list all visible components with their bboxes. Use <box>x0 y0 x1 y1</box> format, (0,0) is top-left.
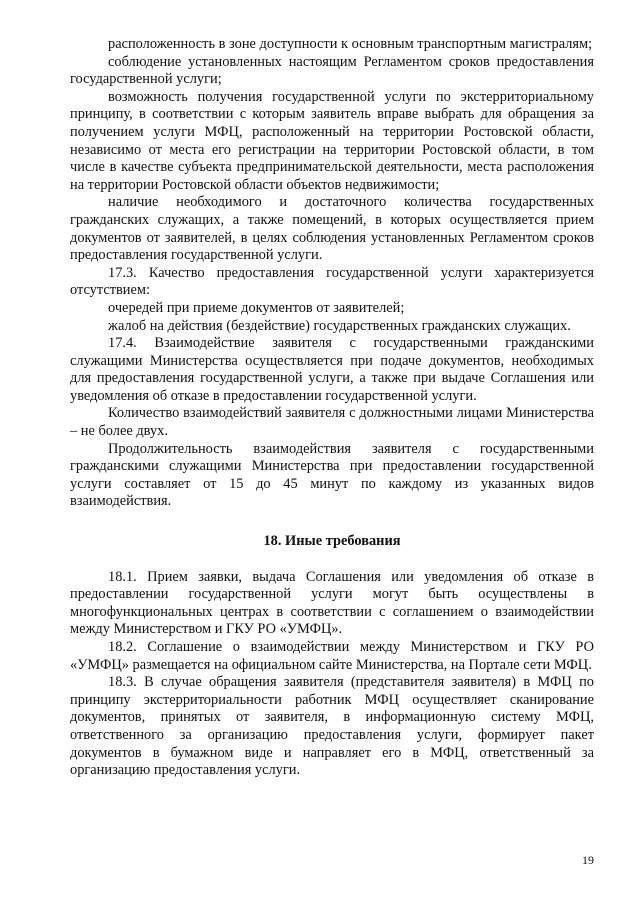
document-page <box>70 36 594 780</box>
page-number: 19 <box>582 853 594 867</box>
paragraph-staff: наличие необходимого и достаточного количества государственных гражданских служащих, а также помещений, в которых осуществляется прием документов от заявителей, в целях соблюдения установленных Регламентом сроков предоставления государственной услуги. <box>70 194 594 264</box>
paragraph-queues: очередей при приеме документов от заявителей; <box>108 299 405 316</box>
paragraph-17-4: 17.4. Взаимодействие заявителя с государственными гражданскими служащими Министерства осуществляется при подаче документов, необходимых для предоставления государственной услуги, а также при выдаче Соглашения или уведомления об отказе в предоставлении государственной услуги. <box>70 335 594 404</box>
paragraph-deadlines: соблюдение установленных настоящим Регламентом сроков предоставления государственной услуги; <box>70 53 594 88</box>
paragraph-accessibility: расположенность в зоне доступности к основным транспортным магистралям; <box>108 36 593 52</box>
paragraph-18-1: 18.1. Прием заявки, выдача Соглашения или уведомления об отказе в предоставлении государственной услуги могут быть осуществлены в многофункциональных центрах в соответствии с соглашением о взаимодействии между Министерством и ГКУ РО «УМФЦ». <box>70 568 594 638</box>
paragraph-interaction-count: Количество взаимодействий заявителя с должностными лицами Министерства – не более двух. <box>70 405 594 440</box>
paragraph-extraterritorial: возможность получения государственной услуги по экстерриториальному принципу, в соответствии с которым заявитель вправе выбрать для обращения за получением услуги МФЦ, расположенный на территории Ростовской области, независимо от места его регистрации на территории Ростовской области, в том числе в качестве субъекта предпринимательской деятельности, места расположения на территории Ростовской области объектов недвижимости; <box>70 88 594 193</box>
paragraph-18-3: 18.3. В случае обращения заявителя (представителя заявителя) в МФЦ по принципу экстерриториальности работник МФЦ осуществляет сканирование документов, принятых от заявителя, в информационную систему МФЦ, ответственного за организацию предоставления услуги, формирует пакет документов в бумажном виде и направляет его в МФЦ, ответственный за организацию предоставления услуги. <box>70 674 594 779</box>
section-heading: 18. Иные требования <box>263 533 401 550</box>
paragraph-interaction-duration: Продолжительность взаимодействия заявителя с государственными гражданскими служащими Министерства при предоставлении государственной услуги составляет от 15 до 45 минут по каждому из указанных видов взаимодействия. <box>70 440 594 510</box>
paragraph-17-3: 17.3. Качество предоставления государственной услуги характеризуется отсутствием: <box>70 264 594 299</box>
paragraph-18-2: 18.2. Соглашение о взаимодействии между Министерством и ГКУ РО «УМФЦ» размещается на официальном сайте Министерства, на Портале сети МФЦ. <box>70 639 594 673</box>
paragraph-complaints: жалоб на действия (бездействие) государственных гражданских служащих. <box>108 317 571 334</box>
